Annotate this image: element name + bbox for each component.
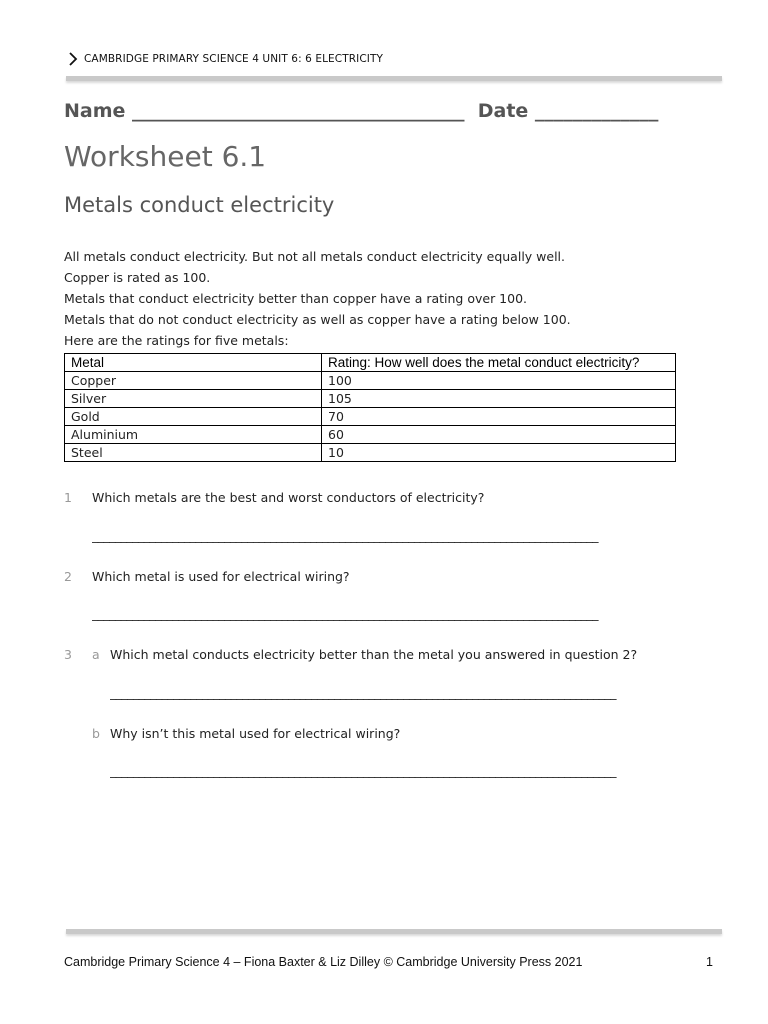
question-part-label: b [92,726,100,741]
question-number: 2 [64,569,72,584]
answer-line[interactable]: ________________________________________________________________________________________ [110,685,616,700]
rating-cell: 105 [322,390,676,408]
question-text: Why isn’t this metal used for electrical wiring? [110,726,401,741]
column-header-metal: Metal [65,354,322,372]
table-row [65,408,676,426]
name-date-line: Name ___________________________________ Date _____________ [64,100,659,122]
answer-line[interactable]: ________________________________________________________________________________________ [92,606,598,621]
footer-divider [66,929,722,934]
rating-cell: 70 [322,408,676,426]
intro-line: All metals conduct electricity. But not all metals conduct electricity equally well. [64,249,565,264]
metal-cell: Gold [65,408,322,426]
intro-text [64,246,571,351]
page-number: 1 [706,955,713,969]
metal-cell: Steel [65,444,322,462]
rating-cell: 10 [322,444,676,462]
intro-line: Copper is rated as 100. [64,270,211,285]
footer-credit: Cambridge Primary Science 4 – Fiona Baxter & Liz Dilley © Cambridge University Press 2021 [64,955,583,969]
question-text: Which metal is used for electrical wiring? [92,569,350,584]
answer-line[interactable]: ________________________________________________________________________________________ [92,528,598,543]
rating-cell: 60 [322,426,676,444]
intro-line: Metals that do not conduct electricity as well as copper have a rating below 100. [64,312,571,327]
intro-line: Metals that conduct electricity better than copper have a rating over 100. [64,291,528,306]
metal-cell: Copper [65,372,322,390]
table-row [65,372,676,390]
question-text: Which metal conducts electricity better than the metal you answered in question 2? [110,647,638,662]
table-row [65,426,676,444]
question-number: 3 [64,647,72,662]
table-row [65,390,676,408]
metal-cell: Silver [65,390,322,408]
column-header-rating: Rating: How well does the metal conduct electricity? [322,354,676,372]
answer-line[interactable]: ________________________________________________________________________________________ [110,763,616,778]
question-number: 1 [64,490,72,505]
table-header-row [65,354,676,372]
header-divider [66,76,722,81]
rating-cell: 100 [322,372,676,390]
table-row [65,444,676,462]
question-part-label: a [92,647,100,662]
breadcrumb: CAMBRIDGE PRIMARY SCIENCE 4 UNIT 6: 6 ELECTRICITY [84,53,383,65]
intro-line: Here are the ratings for five metals: [64,333,289,348]
question-text: Which metals are the best and worst conductors of electricity? [92,490,485,505]
metal-cell: Aluminium [65,426,322,444]
metal-ratings-table [64,353,676,462]
page-subtitle: Metals conduct electricity [64,193,335,217]
page-title: Worksheet 6.1 [64,140,267,173]
chevron-right-icon [66,51,78,67]
